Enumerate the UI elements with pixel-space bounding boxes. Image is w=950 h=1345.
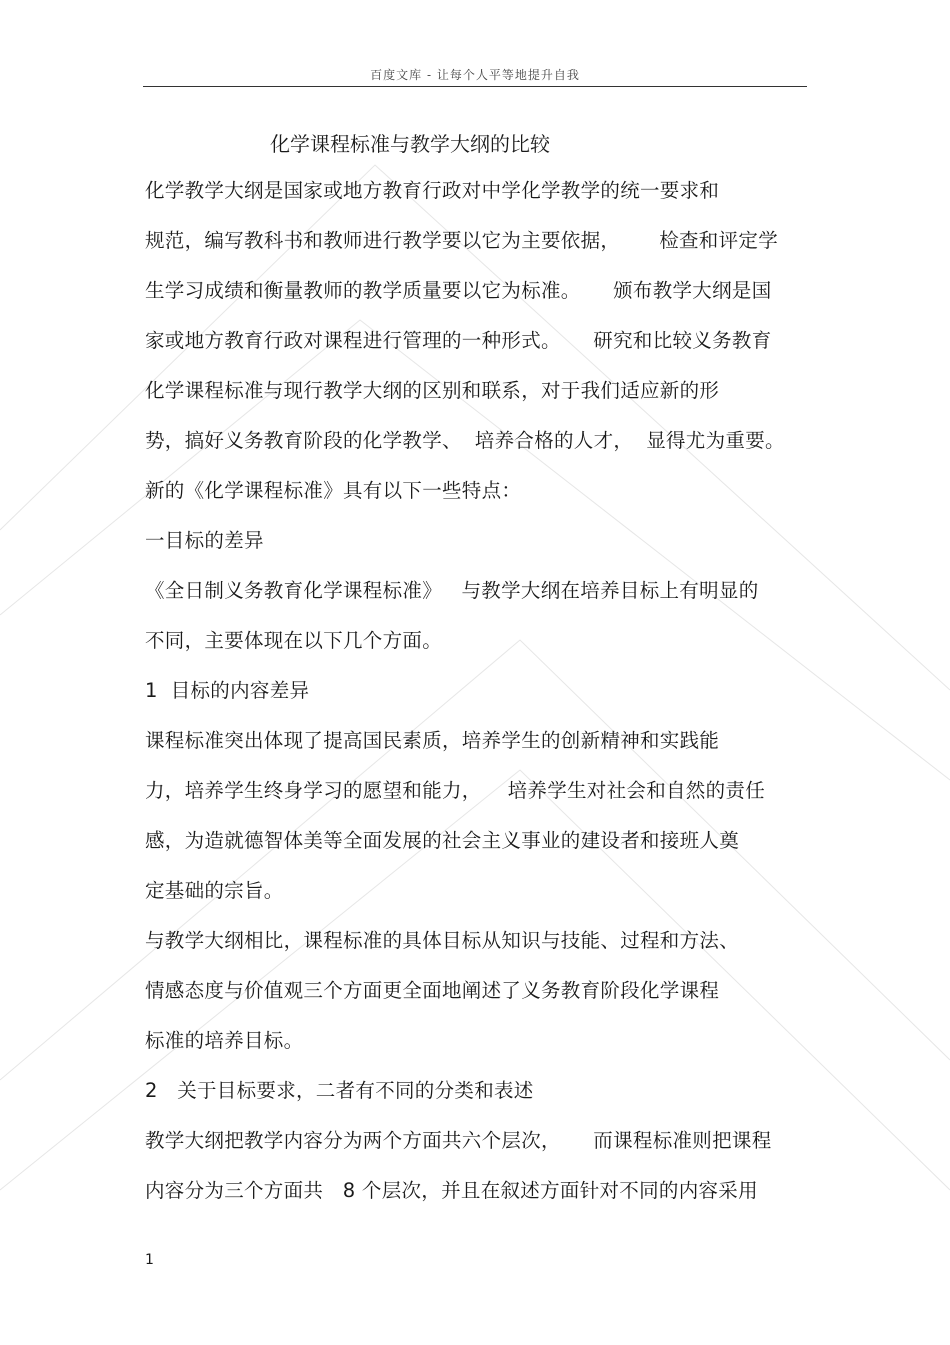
subsection-heading: 1 目标的内容差异 [145,679,310,702]
body-line: 化学课程标准与现行教学大纲的区别和联系，对于我们适应新的形 [145,379,720,402]
header-divider [143,86,807,87]
body-line: 感，为造就德智体美等全面发展的社会主义事业的建设者和接班人奠 [145,829,740,852]
body-line: 不同，主要体现在以下几个方面。 [145,629,443,652]
document-title: 化学课程标准与教学大纲的比较 [270,132,550,156]
section-heading: 一目标的差异 [145,529,264,552]
body-line: 与教学大纲相比，课程标准的具体目标从知识与技能、过程和方法、 [145,929,740,952]
body-line: 课程标准突出体现了提高国民素质，培养学生的创新精神和实践能 [145,729,720,752]
body-line: 内容分为三个方面共 8 个层次，并且在叙述方面针对不同的内容采用 [145,1179,758,1202]
body-line: 规范，编写教科书和教师进行教学要以它为主要依据， 检查和评定学 [145,229,778,252]
page-header: 百度文库 - 让每个人平等地提升自我 [370,68,580,82]
body-line: 家或地方教育行政对课程进行管理的一种形式。 研究和比较义务教育 [145,329,772,352]
body-line: 《全日制义务教育化学课程标准》 与教学大纲在培养目标上有明显的 [145,579,759,602]
body-line: 新的《化学课程标准》具有以下一些特点： [145,479,522,502]
body-line: 教学大纲把教学内容分为两个方面共六个层次， 而课程标准则把课程 [145,1129,772,1152]
body-line: 势，搞好义务教育阶段的化学教学、 培养合格的人才， 显得尤为重要。 [145,429,785,452]
subsection-heading: 2 关于目标要求，二者有不同的分类和表述 [145,1079,534,1102]
body-line: 情感态度与价值观三个方面更全面地阐述了义务教育阶段化学课程 [145,979,720,1002]
body-line: 定基础的宗旨。 [145,879,284,902]
body-line: 标准的培养目标。 [145,1029,304,1052]
body-line: 化学教学大纲是国家或地方教育行政对中学化学教学的统一要求和 [145,179,720,202]
body-line: 生学习成绩和衡量教师的教学质量要以它为标准。 颁布教学大纲是国 [145,279,772,302]
page-number: 1 [145,1252,154,1268]
body-line: 力，培养学生终身学习的愿望和能力， 培养学生对社会和自然的责任 [145,779,765,802]
